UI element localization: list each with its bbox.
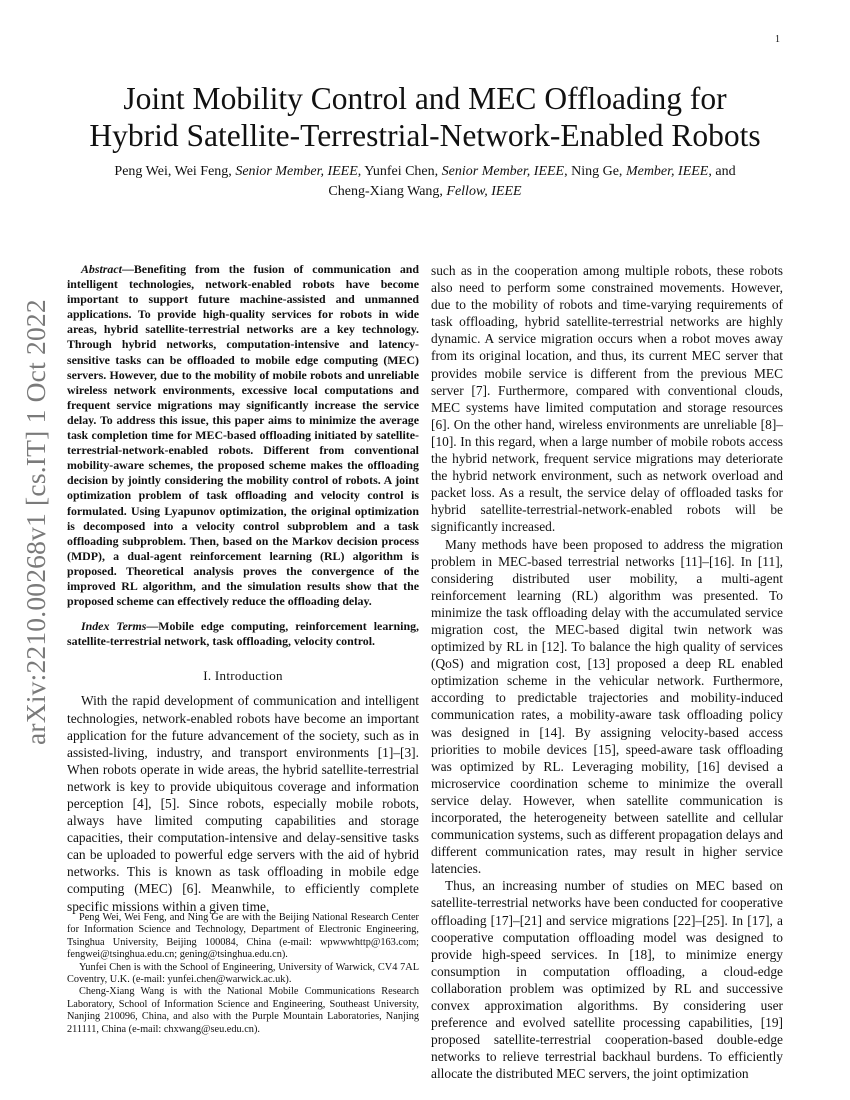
abstract <box>67 262 419 609</box>
author-list <box>60 162 790 202</box>
author-names-5: Cheng-Xiang Wang, <box>328 184 447 199</box>
author-role-1: Senior Member, IEEE <box>235 164 358 179</box>
index-terms <box>67 619 419 649</box>
author-line-2 <box>60 182 790 202</box>
author-role-3: Member, IEEE <box>625 164 709 179</box>
author-names-4: , and <box>708 164 736 179</box>
right-paragraph-1: such as in the cooperation among multiple robots, these robots also need to perform some constrained movements. However, due to the mobility of robots and time-varying requirements of task offloading, hybrid satellite-terrestrial networks are highly dynamic. A service migration occurs when a robot moves away from its original location, and thus, its current MEC server that provides mobile service is different from the previous MEC server [7]. Furthermore, compared with conventional clouds, MEC systems have limited computation and storage resources [6]. On the other hand, wireless environments are unreliable [8]–[10]. In this regard, when a large number of mobile robots access the hybrid network, frequent service migrations may deteriorate the hybrid network environment, such as network overload and packet loss. As a result, the service delay of offloaded tasks for hybrid satellite-terrestrial-network-enabled robots will be significantly increased. <box>431 263 783 535</box>
page-number: 1 <box>775 34 780 45</box>
title-line-1: Joint Mobility Control and MEC Offloading for <box>123 81 727 116</box>
left-column <box>67 262 419 915</box>
section-heading-introduction: I. Introduction <box>203 668 283 684</box>
author-names-3: , Ning Ge, <box>564 164 626 179</box>
author-role-5: Fellow, IEEE <box>446 184 522 199</box>
right-column <box>431 262 783 1083</box>
abstract-label: Abstract <box>81 262 122 276</box>
title-line-2: Hybrid Satellite-Terrestrial-Network-Enabled Robots <box>89 118 761 153</box>
footnotes <box>67 912 419 1036</box>
right-paragraph-2: Many methods have been proposed to address the migration problem in MEC-based terrestrial networks [11]–[16]. In [11], considering distributed user mobility, a multi-agent reinforcement learning (RL) algorithm was presented. To minimize the task offloading delay with the accumulated service migration cost, the MEC-based digital twin network was optimized by RL in [12]. To balance the high quality of services (QoS) and migration cost, [13] proposed a deep RL enabled optimization scheme in the vehicular network. Furthermore, according to predictable trajectories and mobility-induced communication rates, a mobility-aware task offloading policy was designed in [14]. By assigning velocity-based access priorities to mobile devices [15], speed-aware task offloading was optimized by RL. Leveraging mobility, [16] devised a microservice coordination scheme to minimize the overall service delay. However, when satellite communication is incorporated, the heterogeneity between satellite and cellular communication systems, such as different propagation delays and different communication rates, may result in higher service latencies. <box>431 536 783 877</box>
right-paragraph-3: Thus, an increasing number of studies on MEC based on satellite-terrestrial networks have been conducted for cooperative offloading [17]–[21] and service migrations [22]–[25]. In [17], a cooperative computation offloading model was designed to provide high-speed services. In [18], to minimize energy consumption in computation offloading, a cloud-edge collaboration problem was optimized by RL and successive convex approximation algorithms. By considering user preference and evolved satellite processing capabilities, [19] proposed satellite-terrestrial cooperation-based double-edge networks to relieve terrestrial backhaul burdens. To efficiently allocate the distributed MEC servers, the joint optimization <box>431 878 783 1082</box>
author-role-2: Senior Member, IEEE <box>441 164 565 179</box>
index-terms-label: Index Terms <box>81 619 147 634</box>
footnote-affiliation-1: Peng Wei, Wei Feng, and Ning Ge are with the Beijing National Research Center for Information Science and Technology, Department of Electronic Engineering, Tsinghua University, Beijing 100084, China (e-mail: wpwwwhttp@163.com; fengwei@tsinghua.edu.cn; gening@tsinghua.edu.cn). <box>67 912 419 961</box>
footnote-affiliation-2: Yunfei Chen is with the School of Engineering, University of Warwick, CV4 7AL Coventry, U.K. (e-mail: yunfei.chen@warwick.ac.uk). <box>67 961 419 986</box>
index-terms-text: —Mobile edge computing, reinforcement learning, satellite-terrestrial network, task offloading, velocity control. <box>67 619 419 649</box>
intro-paragraph-1: With the rapid development of communication and intelligent technologies, network-enabled robots have become an important application for the future advancement of the society, such as in assisted-living, industry, and transport environments [1]–[3]. When robots operate in wide areas, the hybrid satellite-terrestrial network is key to provide ubiquitous coverage and information perception [4], [5]. Since robots, especially mobile robots, always have limited computing capabilities and storage capacities, their computation-intensive and delay-sensitive tasks can be uploaded to powerful edge servers with the aid of hybrid networks. This is known as task offloading in mobile edge computing (MEC) [6]. Meanwhile, to efficiently complete specific missions within a given time, <box>67 693 419 914</box>
author-names-2: , Yunfei Chen, <box>357 164 442 179</box>
arxiv-identifier-stamp: arXiv:2210.00268v1 [cs.IT] 1 Oct 2022 <box>20 299 51 745</box>
author-names-1: Peng Wei, Wei Feng, <box>114 164 236 179</box>
abstract-text: —Benefiting from the fusion of communication and intelligent technologies, network-enabled robots have become important to support future machine-assisted and unmanned applications. To provide high-quality services for robots in wide areas, hybrid satellite-terrestrial networks are a key technology. Through hybrid networks, computation-intensive and latency-sensitive tasks can be offloaded to mobile edge computing (MEC) servers. However, due to the mobility of mobile robots and unreliable wireless network environments, excessive local computations and frequent service migrations may significantly increase the service delay. To address this issue, this paper aims to minimize the average task completion time for MEC-based offloading initiated by satellite-terrestrial-network-enabled robots. Different from conventional mobility-aware schemes, the proposed scheme makes the offloading decision by jointly considering the mobility control of robots. A joint optimization problem of task offloading and velocity control is formulated. Using Lyapunov optimization, the original optimization is decomposed into a velocity control subproblem and a task offloading subproblem. Then, based on the Markov decision process (MDP), a dual-agent reinforcement learning (RL) algorithm is proposed. Theoretical analysis proves the convergence of the improved RL algorithm, and the simulation results show that the proposed scheme can effectively reduce the offloading delay. <box>67 262 419 609</box>
footnote-affiliation-3: Cheng-Xiang Wang is with the National Mobile Communications Research Laboratory, School of Information Science and Engineering, Southeast University, Nanjing 210096, China, and also with the Purple Mountain Laboratories, Nanjing 211111, China (e-mail: chxwang@seu.edu.cn). <box>67 986 419 1035</box>
author-line-1 <box>60 162 790 182</box>
paper-title <box>60 80 790 154</box>
